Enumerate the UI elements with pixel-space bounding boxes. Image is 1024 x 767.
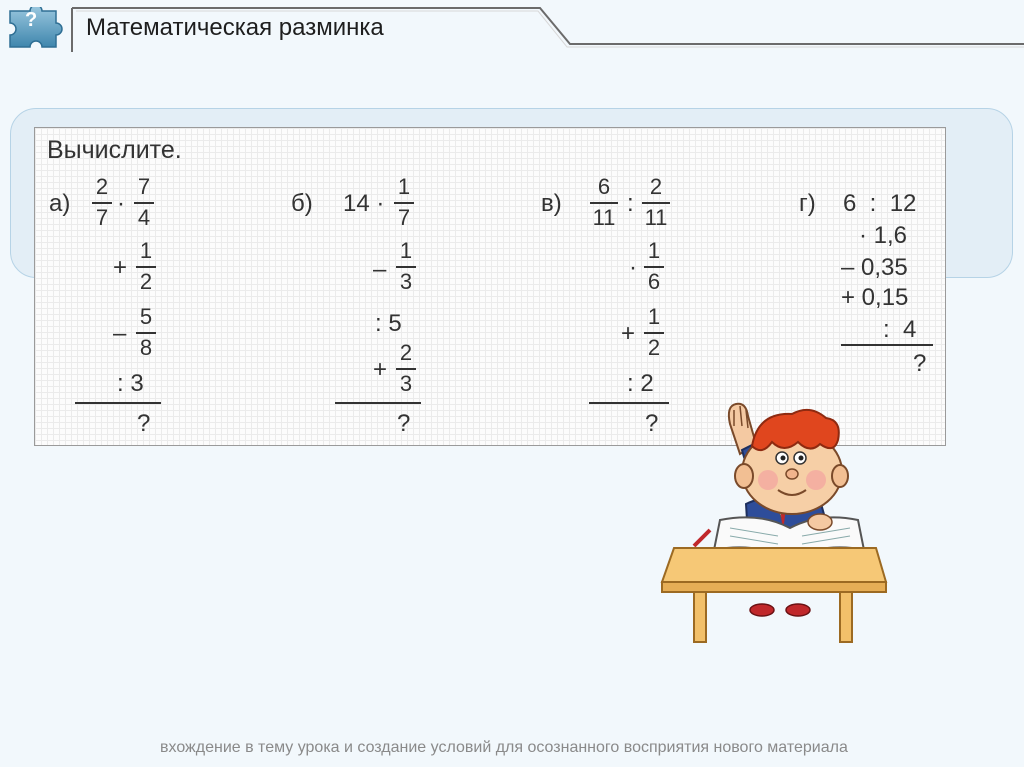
task-b-fraction-2: 1 3 <box>395 240 417 295</box>
task-v-op-4: : 2 <box>627 370 654 397</box>
task-v-op-2: · <box>629 254 637 281</box>
task-g-line-4: + 0,15 <box>841 284 909 311</box>
task-b-start: 14 · <box>343 190 385 217</box>
page-title: Математическая разминка <box>86 14 384 41</box>
task-a-rule <box>75 402 161 404</box>
task-v-fraction-1: 6 11 <box>589 176 619 231</box>
task-v-op-3: + <box>621 320 636 347</box>
schoolboy-at-desk-illustration <box>650 396 900 652</box>
task-b-op-4: + <box>373 356 388 383</box>
task-a-op-2: + <box>113 254 128 281</box>
task-a-op-4: : 3 <box>117 370 144 397</box>
task-b-op-2: – <box>373 256 387 283</box>
task-b-fraction-3: 2 3 <box>395 342 417 397</box>
help-mark: ? <box>25 9 38 31</box>
task-a-op-3: – <box>113 320 127 347</box>
task-g-line-1: 6 : 12 <box>843 190 917 217</box>
task-b-answer: ? <box>397 410 411 437</box>
task-g-rule <box>841 344 933 346</box>
task-b-op-3: : 5 <box>375 310 402 337</box>
task-g-answer: ? <box>913 350 927 377</box>
exercise-title: Вычислите. <box>47 136 182 164</box>
task-a-fraction-4: 5 8 <box>135 306 157 361</box>
footer-caption: вхождение в тему урока и создание условий для осознанного восприятия нового материала <box>160 739 848 756</box>
task-a-dot: · <box>117 190 125 217</box>
task-a-answer: ? <box>137 410 151 437</box>
task-v-fraction-2: 2 11 <box>641 176 671 231</box>
task-a-label: а) <box>49 190 71 217</box>
task-v-answer: ? <box>645 410 659 437</box>
task-v-colon: : <box>627 190 634 217</box>
task-v-label: в) <box>541 190 562 217</box>
task-a-fraction-1: 2 7 <box>91 176 113 231</box>
task-g-line-5: : 4 <box>883 316 917 343</box>
task-b-label: б) <box>291 190 313 217</box>
task-g-line-2: · 1,6 <box>859 222 908 249</box>
task-v-fraction-4: 1 2 <box>643 306 665 361</box>
task-v-fraction-3: 1 6 <box>643 240 665 295</box>
task-a-fraction-3: 1 2 <box>135 240 157 295</box>
task-a-fraction-2: 7 4 <box>133 176 155 231</box>
task-b-rule <box>335 402 421 404</box>
task-b-fraction-1: 1 7 <box>393 176 415 231</box>
task-g-label: г) <box>799 190 816 217</box>
task-g-line-3: – 0,35 <box>841 254 908 281</box>
